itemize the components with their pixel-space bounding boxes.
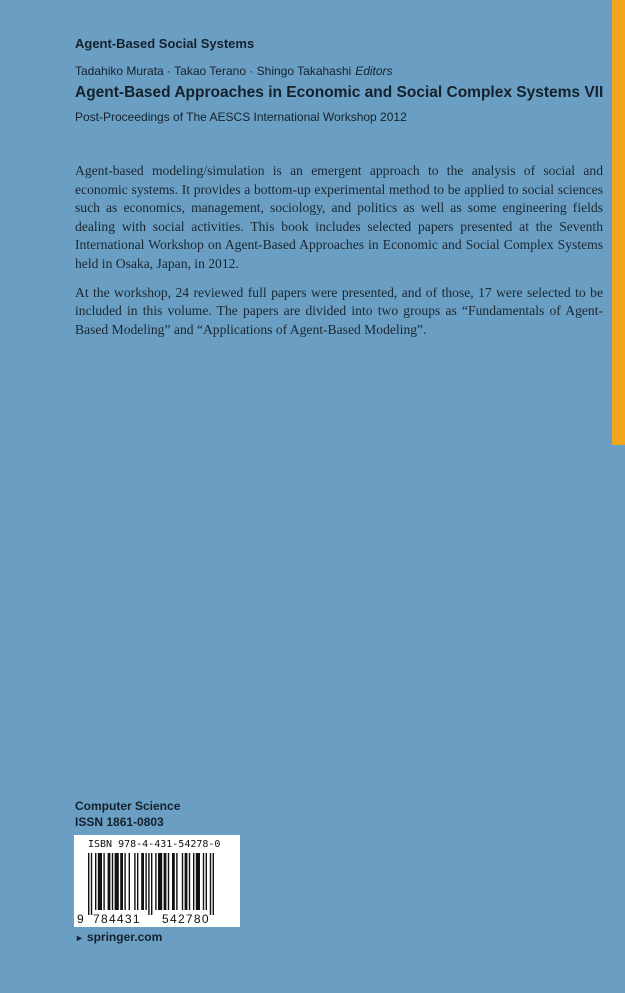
description-paragraph: Agent-based modeling/simulation is an emergent approach to the analysis of social and economic systems. It provides a bottom-up experimental method to be applied to social sciences such as economics, management, sociology, and politics as well as some engineering fields dealing with social activities. This book includes selected papers presented at the Seventh International Workshop on Agent-Based Approaches in Economic and Social Complex Systems held in Osaka, Japan, in 2012. [75,163,603,271]
barcode-bar [158,853,162,910]
book-description [75,162,603,349]
barcode-bar [210,853,211,915]
isbn-text: ISBN 978-4-431-54278-0 [88,839,221,850]
barcode-bar [145,853,146,910]
barcode-bar [91,853,92,915]
barcode-bar [213,853,214,915]
barcode-digits [74,912,240,926]
barcode-digits-right: 542780 [162,912,210,926]
barcode-bar [134,853,135,910]
barcode-bar [95,853,96,910]
barcode-bar [129,853,130,910]
barcode-label [74,835,240,927]
editors-line [75,64,393,78]
barcode-digit-first: 9 [77,912,84,926]
barcode-bar [196,853,200,910]
issn-number: ISSN 1861-0803 [75,815,164,829]
barcode-bar [124,853,125,910]
publisher-website[interactable] [75,930,162,944]
arrow-right-icon: ► [75,933,84,943]
barcode-bar [172,853,175,910]
description-paragraph: At the workshop, 24 reviewed full papers were presented, and of those, 17 were selected to be included in this volume. The papers are divided into two groups as “Fundamentals of Agent-Based Modeling” and “Applications of Agent-Based Modeling”. [75,284,603,337]
barcode-digits-left: 784431 [93,912,141,926]
barcode-bar [98,853,102,910]
barcode-bar [164,853,167,910]
barcode-bar [176,853,177,910]
barcode-bar [193,853,194,910]
book-subtitle: Post-Proceedings of The AESCS International Workshop 2012 [75,110,407,124]
subject-block [75,798,180,830]
barcode-bar [151,853,152,915]
barcode-bar [189,853,190,910]
barcode-bar [206,853,207,910]
barcode-bar [115,853,119,910]
series-name: Agent-Based Social Systems [75,36,255,51]
barcode-bar [103,853,104,910]
barcode-bar [155,853,156,910]
barcode-bar [112,853,113,910]
website-url[interactable]: springer.com [86,930,163,944]
barcode-bar [137,853,138,910]
accent-bar [612,0,625,445]
editor-names: Tadahiko Murata · Takao Terano · Shingo Takahashi [75,64,352,78]
barcode-bar [182,853,183,910]
barcode-bar [203,853,204,910]
barcode-bar [148,853,149,915]
barcode-bar [120,853,123,910]
book-title: Agent-Based Approaches in Economic and Social Complex Systems VII [75,84,604,101]
barcode-bar [108,853,111,910]
editors-role: Editors [355,64,393,78]
barcode-bar [168,853,169,910]
barcode-bar [141,853,144,910]
barcode-bar [88,853,89,915]
barcode-bar [185,853,188,910]
subject-category: Computer Science [75,799,181,813]
